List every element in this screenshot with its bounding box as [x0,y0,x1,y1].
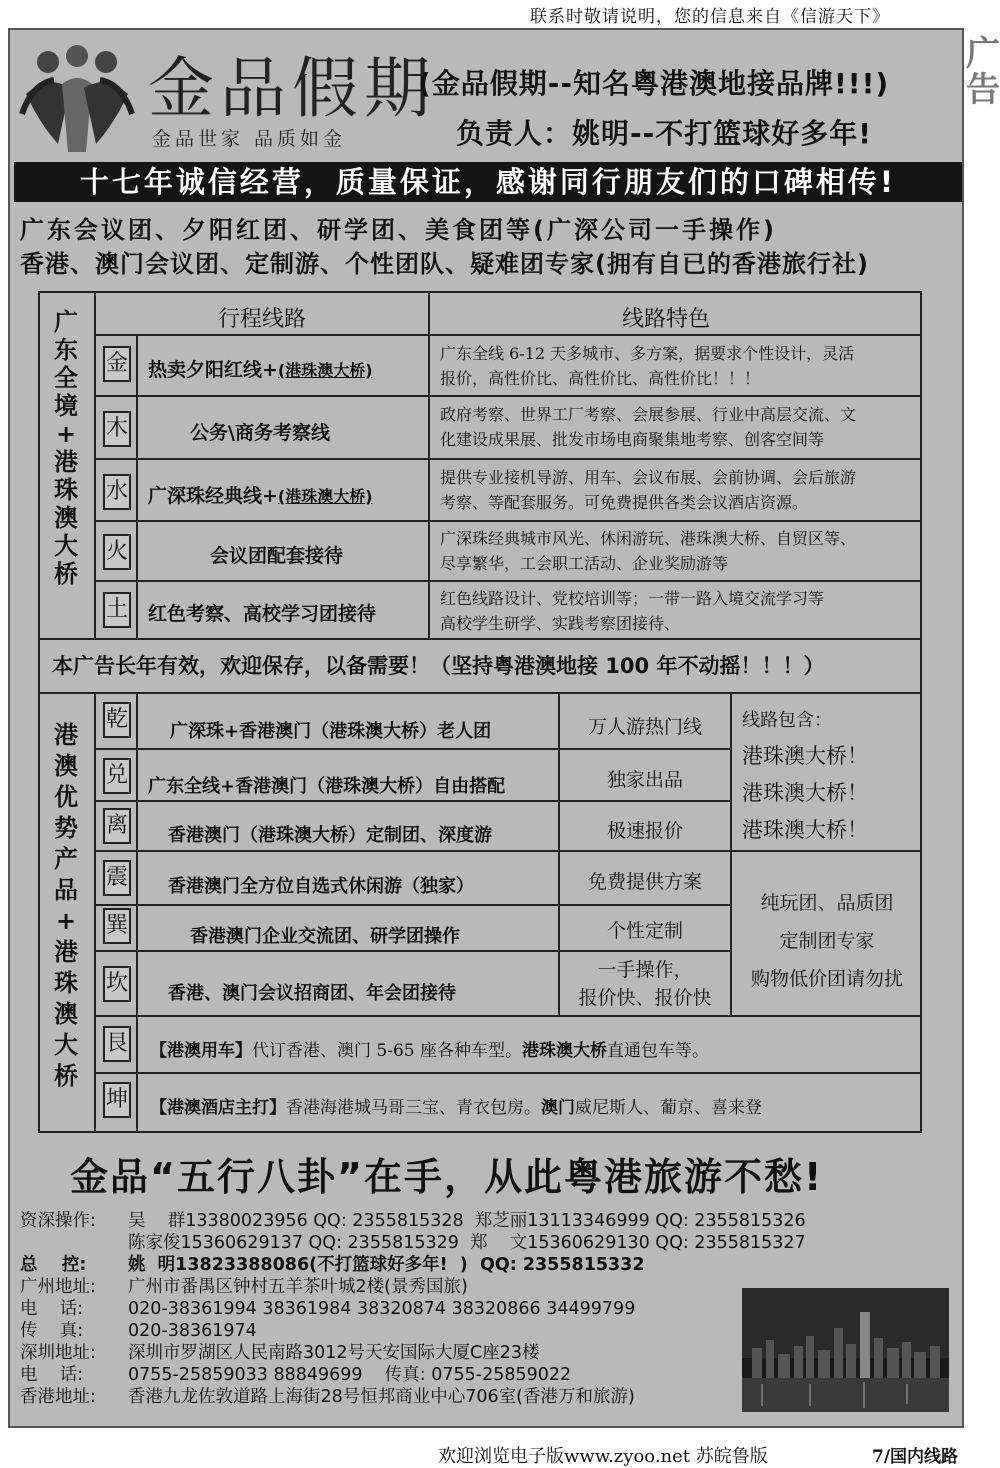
hk-address: 香港九龙佐敦道路上海街28号恒邦商业中心706室(香港万和旅游) [128,1387,635,1407]
hotel-line: 【港澳酒店主打】香港海港城马哥三宝、青衣包房。澳门威尼斯人、葡京、喜来登 [150,1098,762,1118]
ops-line-2: 陈家俊15360629137 QQ: 2355815329 郑 文15360629130 QQ: 2355815327 [128,1233,806,1253]
row-glyph: 兑 [103,758,131,794]
people-logo-icon [18,44,136,156]
route-name: 广深珠经典线+(港珠澳大桥) [148,485,373,507]
validity-notice: 本广告长年有效，欢迎保存，以备需要！（坚持粤港澳地接 100 年不动摇！！！） [52,654,825,678]
row-glyph: 坤 [103,1082,131,1118]
hong-kong-skyline-photo [742,1288,949,1412]
route-includes-title: 线路包含： [742,710,832,731]
tour-type-list: 纯玩团、品质团 定制团专家 购物低价团请勿扰 [750,892,903,990]
gz-address: 广州市番禺区钟村五羊茶叶城2楼(景秀国旅) [128,1277,468,1297]
gz-fax-label: 传 真: [20,1321,84,1341]
brand-slogan: 金品世家 品质如金 [152,128,347,150]
car-rental-line: 【港澳用车】代订香港、澳门 5-65 座各种车型。港珠澳大桥直通包车等。 [150,1041,709,1061]
row-glyph: 离 [103,808,131,844]
product-tag: 万人游热门线 [587,716,702,738]
row-glyph: 土 [103,592,131,628]
brand-name: 金品假期 [148,50,436,127]
product-name: 香港澳门（港珠澳大桥）定制团、深度游 [168,825,492,846]
route-name: 红色考察、高校学习团接待 [148,603,377,625]
footer-page-number: 7/国内线路 [872,1447,959,1467]
row-glyph: 水 [103,474,131,510]
ops-line-1: 吴 群13380023956 QQ: 2355815328 郑芝丽13113346999 QQ: 2355815326 [128,1211,806,1231]
gz-phone: 020-38361994 38361984 38320874 38320866 34499799 [128,1299,636,1319]
gz-phone-label: 电 话: [20,1299,84,1319]
sz-address-label: 深圳地址: [20,1343,96,1363]
ops-label: 资深操作: [20,1211,96,1231]
ad-side-tab: 广告 [966,34,1000,110]
source-note: 联系时敬请说明，您的信息来自《信游天下》 [530,7,890,27]
row-glyph: 火 [103,534,131,570]
route-name: 公务\商务考察线 [190,422,330,444]
row-glyph: 震 [103,860,131,896]
route-name: 热卖夕阳红线+(港珠澳大桥) [148,359,373,381]
footer-website: 欢迎浏览电子版www.zyoo.net 苏皖鲁版 [438,1446,768,1467]
route-feature: 提供专业接机导游、用车、会议布展、会前协调、会后旅游 考察、等配套服务。可免费提供各类会议酒店资源。 [440,468,857,512]
five-elements-slogan: 金品“五行八卦”在手，从此粤港旅游不愁! [70,1155,824,1199]
product-tag: 一手操作， 报价快、报价快 [578,959,712,1009]
col-route-header: 行程线路 [218,307,307,332]
row-glyph: 木 [103,411,131,447]
route-name: 会议团配套接待 [210,545,344,567]
ctrl-value: 姚 明13823388086(不打篮球好多年! ) QQ: 2355815332 [128,1255,645,1275]
row-glyph: 坎 [103,966,131,1002]
product-name: 香港、澳门会议招商团、年会团接待 [168,983,456,1004]
sz-address: 深圳市罗湖区人民南路3012号天安国际大厦C座23楼 [128,1343,540,1363]
section2-side-label: 港 澳 优 势 产 品 + 港 珠 澳 大 桥 [54,721,78,1090]
route-includes-list: 港珠澳大桥！ 港珠澳大桥！ 港珠澳大桥！ [742,744,868,842]
sz-phone-label: 电 话: [20,1365,84,1385]
product-tag: 独家出品 [606,769,683,791]
route-feature: 红色线路设计、党校培训等；一带一路入境交流学习等 高校学生研学、实践考察团接待、 [440,589,825,633]
product-tag: 个性定制 [606,920,683,942]
product-name: 香港澳门全方位自选式休闲游（独家） [168,876,474,897]
row-glyph: 巽 [103,908,131,944]
route-feature: 政府考察、世界工厂考察、会展参展、行业中高层交流、文 化建设成果展、批发市场电商聚集地考察、创客空间等 [440,405,857,449]
gz-address-label: 广州地址: [20,1277,96,1297]
product-name: 广东全线+香港澳门（港珠澳大桥）自由搭配 [148,776,506,797]
product-tag: 免费提供方案 [587,871,702,893]
product-name: 香港澳门企业交流团、研学团操作 [190,926,460,947]
product-name: 广深珠+香港澳门（港珠澳大桥）老人团 [170,721,492,742]
integrity-banner: 十七年诚信经营，质量保证，感谢同行朋友们的口碑相传! [14,162,962,202]
gz-fax: 020-38361974 [128,1321,257,1341]
services-line-2: 香港、澳门会议团、定制游、个性团队、疑难团专家(拥有自已的香港旅行社) [20,250,869,278]
ctrl-label: 总 控: [20,1255,87,1275]
section1-side-label: 广 东 全 境 + 港 珠 澳 大 桥 [54,308,78,588]
route-feature: 广深珠经典城市风光、休闲游玩、港珠澳大桥、自贸区等、 尽享繁华，工会职工活动、企业奖励游等 [440,529,857,573]
route-feature: 广东全线 6-12 天多城市、多方案，据要求个性设计，灵活 报价，高性价比、高性价比、高性价比！！！ [440,344,855,388]
product-tag: 极速报价 [606,820,683,842]
row-glyph: 金 [103,346,131,382]
headline-manager: 负责人：姚明--不打篮球好多年! [456,117,873,150]
headline-brand: (金品假期--知名粤港澳地接品牌!!!) [418,67,890,100]
col-feature-header: 线路特色 [622,307,711,332]
row-glyph: 艮 [103,1026,131,1062]
hk-address-label: 香港地址: [20,1387,96,1407]
services-line-1: 广东会议团、夕阳红团、研学团、美食团等(广深公司一手操作) [20,216,777,244]
sz-phone: 0755-25859033 88849699 传真: 0755-25859022 [128,1365,572,1385]
row-glyph: 乾 [103,702,131,738]
